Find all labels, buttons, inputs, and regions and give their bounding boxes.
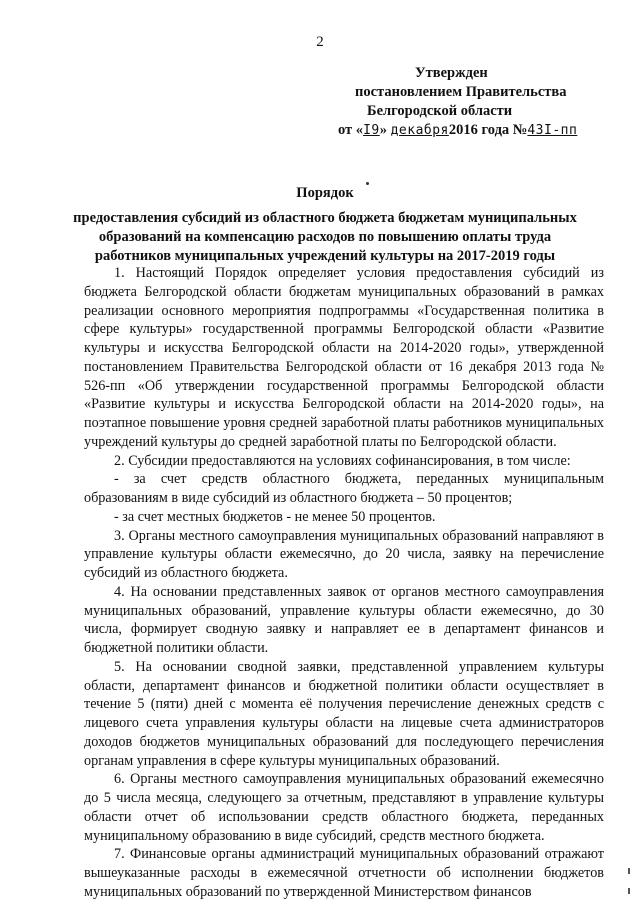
document-title [60, 184, 590, 266]
paragraph-2-item-2: - за счет местных бюджетов - не менее 50 процентов. [114, 508, 436, 525]
date-year: 2016 года № [448, 122, 528, 138]
paragraph-6: 6. Органы местного самоуправления муниципальных образований ежемесячно до 5 числа месяца, следующего за отчетным, представляют в управление культуры области отчет об использовании средств областного бюджета, переданных муниципальному образованию в виде субсидий, средств местного бюджета. [84, 771, 604, 844]
date-prefix: от « [338, 122, 364, 138]
paragraph-5: 5. На основании сводной заявки, представленной управлением культуры области, департамент финансов и бюджетной политики области осуществляет в течение 5 (пяти) дней с момента её получения перечисление денежных средств с лицевого счета управления культуры области на лицевые счета администраторов доходов бюджетов муниципальных образований для последующего перечисления органам управления в сфере культуры муниципальных образований. [84, 658, 604, 769]
title-subtitle: предоставления субсидий из областного бюджета бюджетам муниципальных образований на компенсацию расходов по повышению оплаты труда работников муниципальных учреждений культуры на 2017-2019 годы [73, 210, 577, 264]
document-number: 43I-пп [527, 123, 578, 138]
paragraph-2: 2. Субсидии предоставляются на условиях софинансирования, в том числе: [114, 452, 571, 469]
paragraph-1: 1. Настоящий Порядок определяет условия предоставления субсидий из бюджета Белгородской области бюджетам муниципальных образований в рамках реализации основного мероприятия подпрограммы «Государственная политика в сфере культуры» государственной программы Белгородской области «Развитие культуры и искусства Белгородской области на 2014-2020 годы», утвержденной постановлением Правительства Белгородской области от 16 декабря 2013 года № 526-пп «Об утверждении государственной программы Белгородской области «Развитие культуры и искусства Белгородской области на 2014-2020 годы», на поэтапное повышение уровня средней заработной платы работников муниципальных учреждений культуры до средней заработной платы по Белгородской области. [84, 265, 604, 450]
date-month: декабря [390, 123, 449, 138]
approval-line-resolution: постановлением Правительства [355, 84, 567, 100]
paragraph-3: 3. Органы местного самоуправления муниципальных образований направляют в управление культуры области ежемесячно, до 20 числа, заявку на перечисление субсидий из областного бюджета. [84, 527, 604, 581]
approval-line-date [338, 121, 577, 140]
date-day: I9 [363, 123, 380, 138]
paragraph-7: 7. Финансовые органы администраций муниципальных образований отражают вышеуказанные расходы в ежемесячной отчетности об исполнении бюджетов муниципальных образований по утвержденной Министерством финансов [84, 846, 604, 900]
approval-block [338, 64, 578, 140]
paragraph-2-item-1: - за счет средств областного бюджета, переданных муниципальным образованиям в виде субсидий из областного бюджета – 50 процентов; [84, 471, 604, 506]
date-mid: » [379, 122, 387, 138]
approval-line-region: Белгородской области [367, 103, 513, 119]
scan-edge-mark [628, 888, 630, 894]
paragraph-4: 4. На основании представленных заявок от органов местного самоуправления муниципальных образований, управление культуры области ежемесячно, до 30 числа, формирует сводную заявку и направляет ее в департамент финансов и бюджетной политики области. [84, 583, 604, 656]
approval-line-approved: Утвержден [415, 65, 488, 81]
scan-edge-mark [628, 868, 630, 874]
title-heading: Порядок [296, 185, 354, 201]
page-number: 2 [316, 34, 324, 50]
document-body [84, 264, 604, 902]
